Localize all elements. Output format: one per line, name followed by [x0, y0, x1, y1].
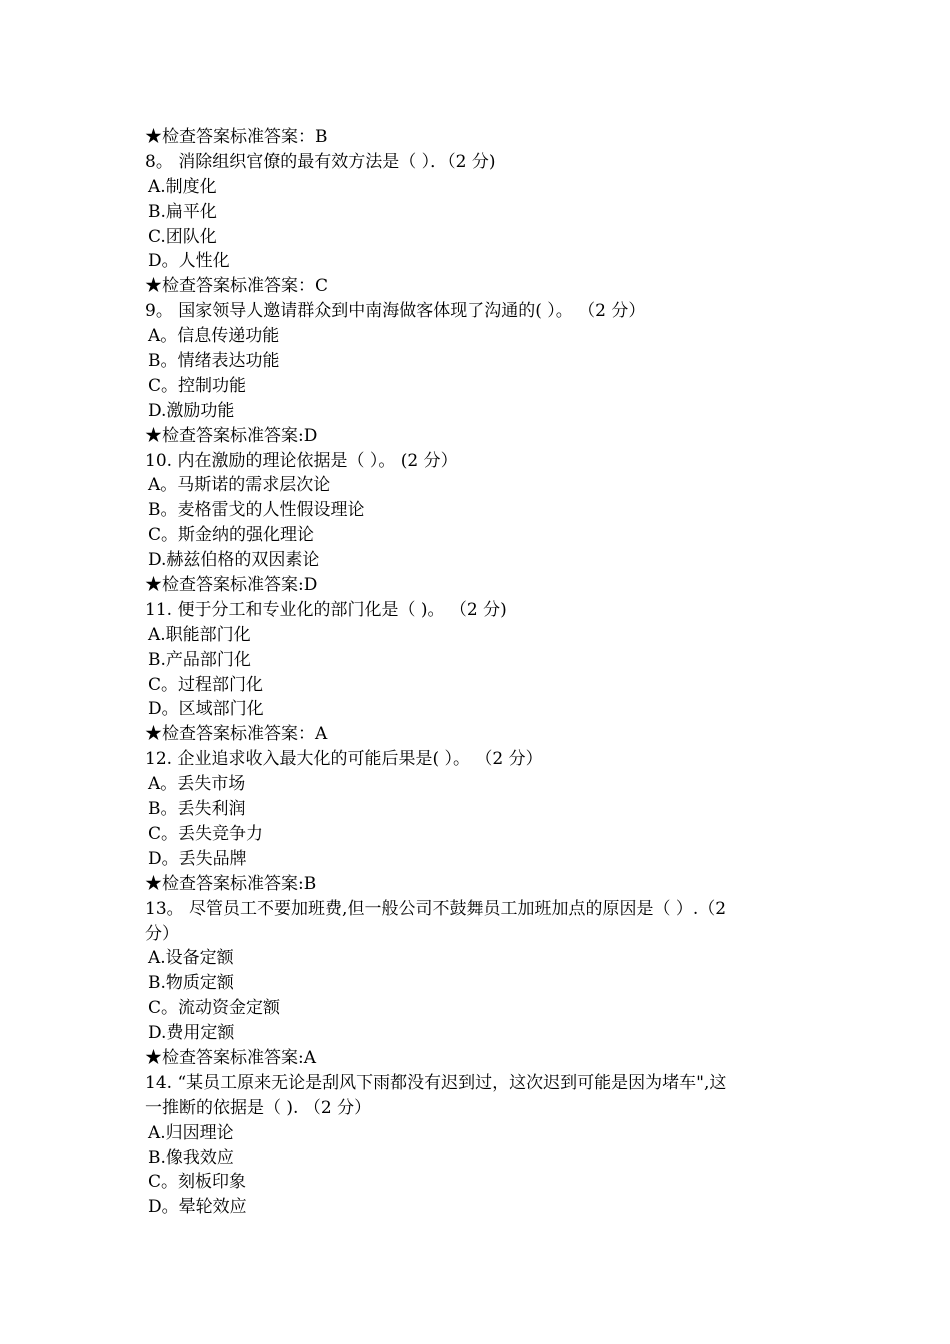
- option-line: C。过程部门化: [148, 674, 264, 695]
- option-line: C。斯金纳的强化理论: [148, 525, 315, 546]
- answer-line: ★检查答案标准答案：B: [145, 127, 328, 147]
- option-line: A。马斯诺的需求层次论: [148, 475, 331, 496]
- question-line: 9。 国家领导人邀请群众到中南海做客体现了沟通的( ）。 （2 分）: [145, 301, 646, 322]
- option-line: B.物质定额: [148, 973, 234, 994]
- option-line: A。丢失市场: [148, 774, 246, 795]
- document-page: [145, 125, 815, 1220]
- answer-line: ★检查答案标准答案：A: [145, 724, 328, 745]
- option-line: D。丢失品牌: [148, 848, 247, 869]
- answer-line: ★检查答案标准答案:D: [145, 575, 318, 596]
- option-line: B。麦格雷戈的人性假设理论: [148, 500, 365, 521]
- question-line: 13。 尽管员工不要加班费,但一般公司不鼓舞员工加班加点的原因是（ ）.（2: [145, 898, 727, 919]
- option-line: C。流动资金定额: [148, 998, 281, 1019]
- option-line: D.赫兹伯格的双因素论: [148, 550, 320, 571]
- question-line: 8。 消除组织官僚的最有效方法是（ ）．（2 分): [145, 151, 496, 172]
- option-line: B.像我效应: [148, 1147, 234, 1168]
- answer-line: ★检查答案标准答案:A: [145, 1047, 317, 1068]
- option-line: B。情绪表达功能: [148, 351, 280, 372]
- option-line: A.归因理论: [148, 1122, 234, 1143]
- option-line: C。丢失竞争力: [148, 823, 264, 844]
- option-line: D。人性化: [148, 251, 230, 272]
- answer-line: ★检查答案标准答案:D: [145, 425, 318, 446]
- question-line: 10. 内在激励的理论依据是（ ）。 (2 分）: [145, 450, 458, 471]
- option-line: A。信息传递功能: [148, 326, 280, 347]
- answer-line: ★检查答案标准答案:B: [145, 873, 317, 894]
- option-line: D.费用定额: [148, 1023, 235, 1044]
- option-line: A.职能部门化: [148, 624, 251, 645]
- option-line: A.设备定额: [148, 948, 234, 969]
- option-line: B.扁平化: [148, 201, 217, 222]
- option-line: D。晕轮效应: [148, 1197, 247, 1218]
- question-line: 分）: [145, 923, 179, 944]
- question-line: 一推断的依据是（ ). （2 分）: [145, 1097, 372, 1118]
- option-line: C。控制功能: [148, 375, 247, 396]
- answer-line: ★检查答案标准答案：C: [145, 276, 329, 297]
- option-line: B.产品部门化: [148, 649, 251, 670]
- question-line: 12. 企业追求收入最大化的可能后果是( ）。 （2 分）: [145, 749, 543, 770]
- question-line: 11. 便于分工和专业化的部门化是（ )。 （2 分): [145, 599, 507, 620]
- option-line: C。刻板印象: [148, 1172, 247, 1193]
- question-line: 14. “某员工原来无论是刮风下雨都没有迟到过，这次迟到可能是因为堵车",这: [145, 1072, 727, 1093]
- option-line: D。区域部门化: [148, 699, 264, 720]
- option-line: C.团队化: [148, 226, 217, 247]
- option-line: B。丢失利润: [148, 799, 246, 820]
- option-line: D.激励功能: [148, 400, 235, 421]
- option-line: A.制度化: [148, 176, 217, 197]
